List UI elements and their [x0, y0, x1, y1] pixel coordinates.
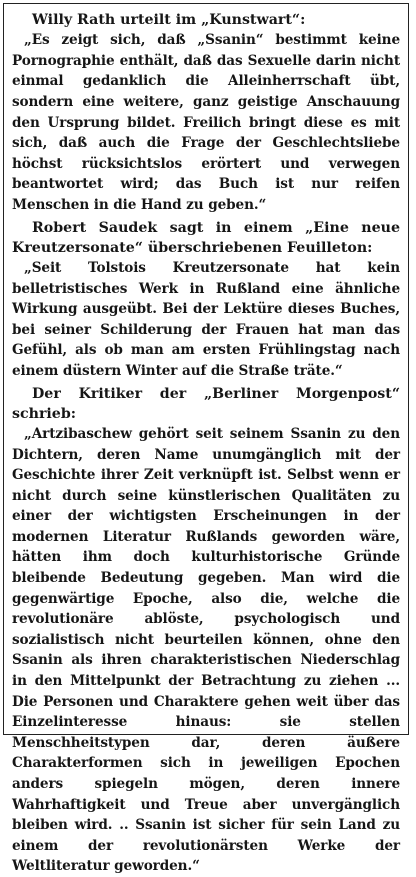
review-kunstwart — [12, 10, 400, 216]
review-morgenpost — [12, 384, 400, 877]
review-quote: „Artzibaschew gehört seit seinem Ssanin zu den Dichtern, deren Name unumgänglich mit der Geschichte ihrer Zeit verknüpft ist. Selbst wenn er nicht durch seine künstlerischen Qualitäten zu einer der wichtigsten Erscheinungen in der modernen Literatur Rußlands geworden wäre, hätten ihm doch kulturhistorische Gründe bleibende Bedeutung gegeben. Man wird die gegenwärtige Epoche, also die, welche die revolutionäre ablöste, psychologisch und sozialistisch nicht beurteilen können, ohne den Ssanin als ihren charakteristischen Niederschlag in den Mittelpunkt der Betrachtung zu ziehen ... Die Personen und Charaktere gehen weit über das Einzelinteresse hinaus: sie stellen Menschheitstypen dar, deren äußere Charakterformen sich in jeweiligen Epochen anders spiegeln mögen, deren innere Wahrhaftigkeit und Treue aber unvergänglich bleiben wird. .. Ssanin ist sicher für sein Land zu einem der revolutionärsten Werke der Weltliteratur geworden.“ — [12, 425, 400, 875]
document-frame — [3, 3, 409, 875]
review-quote: „Seit Tolstois Kreutzersonate hat kein belletristisches Werk in Rußland eine ähnliche Wirkung ausgeübt. Bei der Lektüre dieses Buches, bei seiner Schilderung der Frauen hat man das Gefühl, als ob man am ersten Frühlingstag nach einem düstern Winter auf die Straße träte.“ — [12, 259, 400, 379]
review-saudek — [12, 218, 400, 382]
review-intro: Robert Saudek sagt in einem „Eine neue Kreutzersonate“ überschriebenen Feuilleton: — [12, 219, 400, 256]
review-intro: Willy Rath urteilt im „Kunstwart“: — [32, 12, 306, 28]
review-quote: „Es zeigt sich, daß „Ssanin“ bestimmt keine Pornographie enthält, daß das Sexuelle darin nicht einmal gedanklich die Alleinherrschaft übt, sondern eine weitere, ganz geistige Anschauung den Ursprung bildet. Freilich bringt diese es mit sich, daß auch die Frage der Geschlechtsliebe höchst rücksichtslos erörtert und verwegen beantwortet wird; das Buch ist nur reifen Menschen in die Hand zu geben.“ — [12, 32, 400, 213]
review-intro: Der Kritiker der „Berliner Morgenpost“ schrieb: — [12, 385, 400, 422]
